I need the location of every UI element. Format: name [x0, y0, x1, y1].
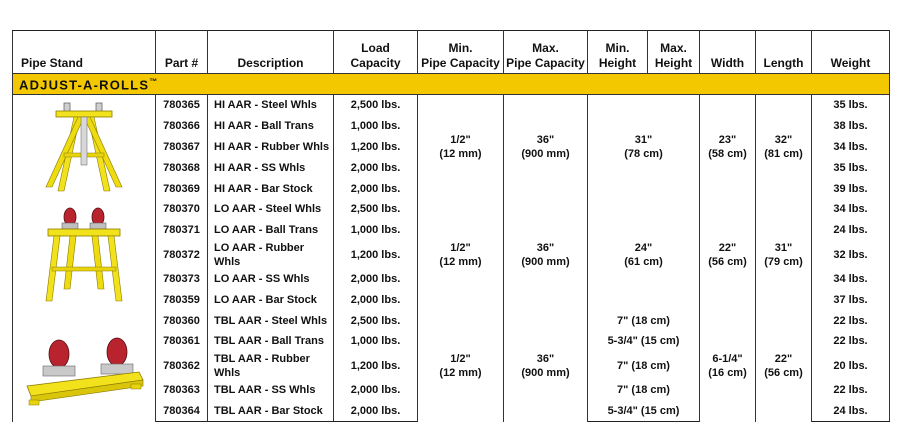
description-cell: TBL AAR - Steel Whls	[208, 310, 334, 331]
description-cell: HI AAR - Steel Whls	[208, 95, 334, 116]
weight-cell: 24 lbs.	[812, 401, 890, 422]
load-cell: 2,000 lbs.	[334, 178, 418, 199]
table-row	[13, 199, 890, 220]
height-cell: 7" (18 cm)	[588, 352, 700, 380]
col-length: Length	[756, 31, 812, 74]
load-cell: 2,000 lbs.	[334, 289, 418, 310]
description-cell: LO AAR - Steel Whls	[208, 199, 334, 220]
part-cell: 780364	[156, 401, 208, 422]
height-cell: 24" (61 cm)	[588, 199, 700, 310]
col-weight: Weight	[812, 31, 890, 74]
lo-pipe-stand-icon	[34, 205, 134, 305]
col-part: Part #	[156, 31, 208, 74]
table-pipe-stand-image	[13, 310, 156, 422]
hi-pipe-stand-image	[13, 95, 156, 199]
width-cell: 6-1/4" (16 cm)	[700, 310, 756, 422]
min-pipe-cell: 1/2" (12 mm)	[418, 310, 504, 422]
load-cell: 1,000 lbs.	[334, 331, 418, 352]
part-cell: 780367	[156, 137, 208, 158]
description-cell: LO AAR - Ball Trans	[208, 220, 334, 241]
table-row	[13, 310, 890, 331]
description-cell: LO AAR - Rubber Whls	[208, 241, 334, 269]
length-cell: 32" (81 cm)	[756, 95, 812, 199]
load-cell: 1,200 lbs.	[334, 241, 418, 269]
part-cell: 780363	[156, 380, 208, 401]
col-description: Description	[208, 31, 334, 74]
part-cell: 780359	[156, 289, 208, 310]
load-cell: 2,500 lbs.	[334, 310, 418, 331]
weight-cell: 37 lbs.	[812, 289, 890, 310]
part-cell: 780362	[156, 352, 208, 380]
weight-cell: 24 lbs.	[812, 220, 890, 241]
col-min-pipe: Min. Pipe Capacity	[418, 31, 504, 74]
max-pipe-cell: 36" (900 mm)	[504, 95, 588, 199]
height-cell: 7" (18 cm)	[588, 310, 700, 331]
description-cell: HI AAR - Rubber Whls	[208, 137, 334, 158]
weight-cell: 39 lbs.	[812, 178, 890, 199]
length-cell: 22" (56 cm)	[756, 310, 812, 422]
description-cell: TBL AAR - Rubber Whls	[208, 352, 334, 380]
description-cell: HI AAR - Ball Trans	[208, 116, 334, 137]
col-max-pipe: Max. Pipe Capacity	[504, 31, 588, 74]
spec-table-frame	[12, 30, 889, 417]
col-load-capacity: Load Capacity	[334, 31, 418, 74]
part-cell: 780370	[156, 199, 208, 220]
weight-cell: 22 lbs.	[812, 380, 890, 401]
description-cell: LO AAR - Bar Stock	[208, 289, 334, 310]
part-cell: 780360	[156, 310, 208, 331]
weight-cell: 34 lbs.	[812, 137, 890, 158]
part-cell: 780368	[156, 157, 208, 178]
min-pipe-cell: 1/2" (12 mm)	[418, 95, 504, 199]
max-pipe-cell: 36" (900 mm)	[504, 199, 588, 310]
weight-cell: 22 lbs.	[812, 331, 890, 352]
load-cell: 1,200 lbs.	[334, 352, 418, 380]
table-row	[13, 95, 890, 116]
min-pipe-cell: 1/2" (12 mm)	[418, 199, 504, 310]
length-cell: 31" (79 cm)	[756, 199, 812, 310]
load-cell: 2,000 lbs.	[334, 269, 418, 290]
load-cell: 1,000 lbs.	[334, 116, 418, 137]
section-title: ADJUST-A-ROLLS™	[13, 74, 890, 95]
load-cell: 2,000 lbs.	[334, 157, 418, 178]
col-min-height: Min. Height	[588, 31, 648, 74]
part-cell: 780373	[156, 269, 208, 290]
col-pipe-stand: Pipe Stand	[13, 31, 156, 74]
max-pipe-cell: 36" (900 mm)	[504, 310, 588, 422]
description-cell: LO AAR - SS Whls	[208, 269, 334, 290]
lo-pipe-stand-image	[13, 199, 156, 310]
part-cell: 780365	[156, 95, 208, 116]
col-max-height: Max. Height	[648, 31, 700, 74]
description-cell: TBL AAR - SS Whls	[208, 380, 334, 401]
load-cell: 2,500 lbs.	[334, 199, 418, 220]
load-cell: 2,000 lbs.	[334, 380, 418, 401]
part-cell: 780369	[156, 178, 208, 199]
weight-cell: 35 lbs.	[812, 157, 890, 178]
width-cell: 23" (58 cm)	[700, 95, 756, 199]
description-cell: HI AAR - Bar Stock	[208, 178, 334, 199]
weight-cell: 35 lbs.	[812, 95, 890, 116]
table-pipe-stand-icon	[19, 316, 149, 416]
weight-cell: 22 lbs.	[812, 310, 890, 331]
load-cell: 2,500 lbs.	[334, 95, 418, 116]
header-row	[13, 31, 890, 74]
pipe-stand-spec-table	[12, 30, 890, 422]
width-cell: 22" (56 cm)	[700, 199, 756, 310]
part-cell: 780366	[156, 116, 208, 137]
section-band	[13, 74, 890, 95]
col-width: Width	[700, 31, 756, 74]
height-cell: 7" (18 cm)	[588, 380, 700, 401]
weight-cell: 20 lbs.	[812, 352, 890, 380]
hi-pipe-stand-icon	[34, 97, 134, 197]
load-cell: 1,000 lbs.	[334, 220, 418, 241]
weight-cell: 32 lbs.	[812, 241, 890, 269]
description-cell: TBL AAR - Bar Stock	[208, 401, 334, 422]
load-cell: 1,200 lbs.	[334, 137, 418, 158]
description-cell: TBL AAR - Ball Trans	[208, 331, 334, 352]
weight-cell: 34 lbs.	[812, 199, 890, 220]
height-cell: 5-3/4" (15 cm)	[588, 401, 700, 422]
load-cell: 2,000 lbs.	[334, 401, 418, 422]
weight-cell: 38 lbs.	[812, 116, 890, 137]
height-cell: 5-3/4" (15 cm)	[588, 331, 700, 352]
description-cell: HI AAR - SS Whls	[208, 157, 334, 178]
part-cell: 780361	[156, 331, 208, 352]
height-cell: 31" (78 cm)	[588, 95, 700, 199]
weight-cell: 34 lbs.	[812, 269, 890, 290]
part-cell: 780372	[156, 241, 208, 269]
part-cell: 780371	[156, 220, 208, 241]
